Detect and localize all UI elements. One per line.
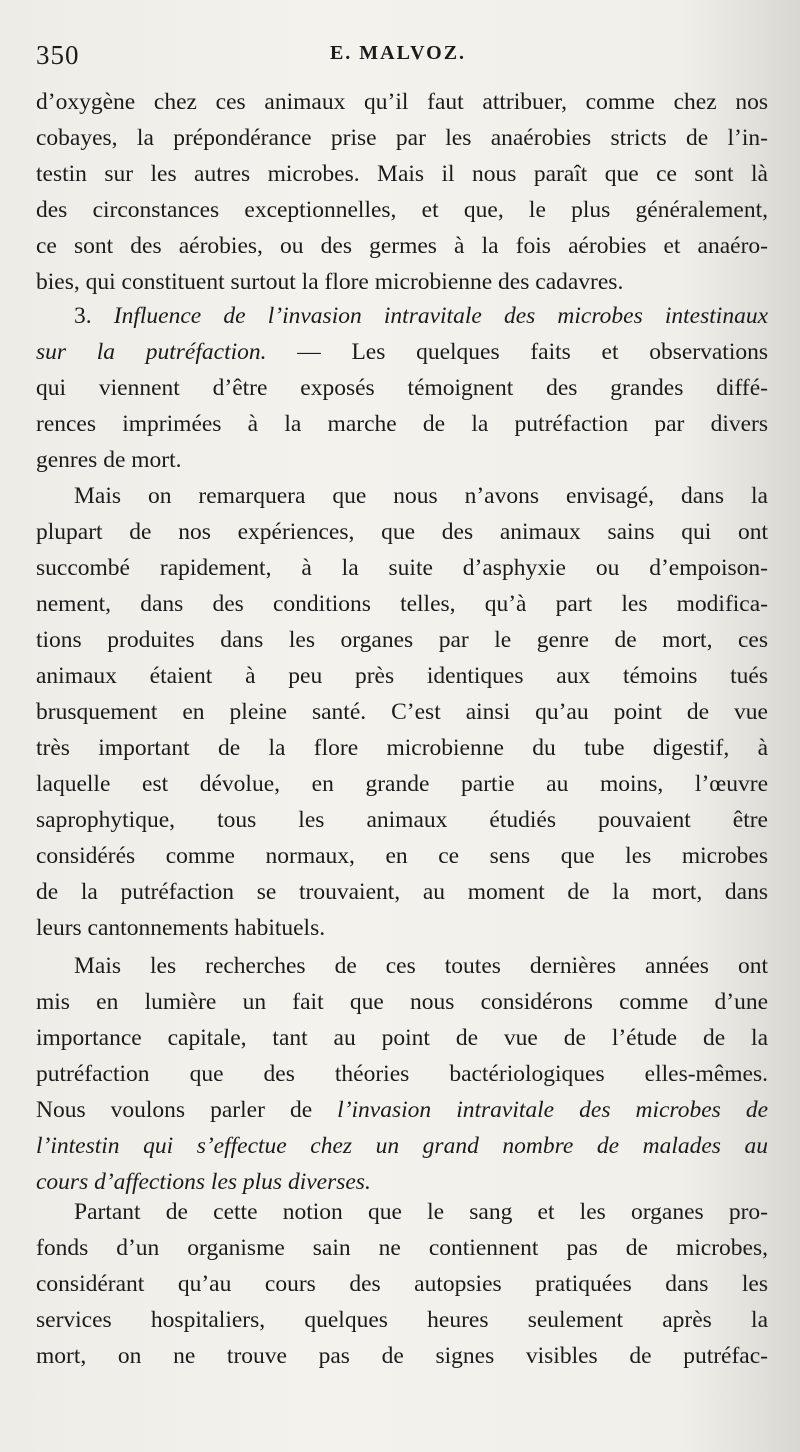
text-line: laquelle est dévolue, en grande partie au moins, l’œuvre [36,771,768,797]
text-line: putréfaction que des théories bactériologiques elles-mêmes. [36,1061,768,1087]
text-line: genres de mort. [36,447,182,473]
running-title: E. MALVOZ. [329,42,467,64]
text-line [36,1092,768,1128]
text-line: nement, dans des conditions telles, qu’à part les modifica- [36,591,768,617]
text-line: brusquement en pleine santé. C’est ainsi qu’au point de vue [36,699,768,725]
section-number: 3. [74,303,92,329]
text-line: mis en lumière un fait que nous considérons comme d’une [36,989,768,1015]
text-line: mort, on ne trouve pas de signes visibles de putréfac- [36,1343,768,1369]
text-line: Partant de cette notion que le sang et les organes pro- [74,1199,768,1225]
text-line: qui viennent d’être exposés témoignent des grandes diffé- [36,375,768,401]
text-line-emphasis: l’intestin qui s’effectue chez un grand nombre de malades au [36,1133,768,1159]
text-line: rences imprimées à la marche de la putréfaction par divers [36,411,768,437]
page-number: 350 [36,40,80,70]
section-3-paragraph [36,298,768,478]
text-line: considérés comme normaux, en ce sens que les microbes [36,843,768,869]
text-line: leurs cantonnements habituels. [36,915,326,941]
text-line: importance capitale, tant au point de vue de l’étude de la [36,1025,768,1051]
text-line: considérant qu’au cours des autopsies pratiquées dans les [36,1271,768,1297]
running-head [36,40,760,76]
text-roman: Nous voulons parler de [36,1097,338,1123]
paragraph-2 [36,478,768,946]
text-line: plupart de nos expériences, que des animaux sains qui ont [36,519,768,545]
section-heading-line [36,298,768,334]
text-line: d’oxygène chez ces animaux qu’il faut attribuer, comme chez nos [36,89,768,115]
text-line: Mais on remarquera que nous n’avons envisagé, dans la [74,483,768,509]
paragraph-continuation [36,84,768,300]
text-line: services hospitaliers, quelques heures seulement après la [36,1307,768,1333]
text-line: fonds d’un organisme sain ne contiennent pas de microbes, [36,1235,768,1261]
text-line: animaux étaient à peu près identiques aux témoins tués [36,663,768,689]
text-line: Mais les recherches de ces toutes dernières années ont [74,953,768,979]
text-line: succombé rapidement, à la suite d’asphyxie ou d’empoison- [36,555,768,581]
text-line: des circonstances exceptionnelles, et que, le plus généralement, [36,197,768,223]
section-title-continued: sur la putréfaction. [36,339,267,365]
section-text: — Les quelques faits et observations [297,339,768,365]
paragraph-3 [36,948,768,1200]
text-line: tions produites dans les organes par le genre de mort, ces [36,627,768,653]
section-heading-line [36,334,768,370]
paragraph-4 [36,1194,768,1374]
text-line: de la putréfaction se trouvaient, au moment de la mort, dans [36,879,768,905]
text-line: ce sont des aérobies, ou des germes à la fois aérobies et anaéro- [36,233,768,259]
text-line: testin sur les autres microbes. Mais il nous paraît que ce sont là [36,161,768,187]
section-title: Influence de l’invasion intravitale des microbes intestinaux [113,303,768,329]
text-line: très important de la flore microbienne du tube digestif, à [36,735,768,761]
text-line: saprophytique, tous les animaux étudiés pouvaient être [36,807,768,833]
text-line: bies, qui constituent surtout la flore microbienne des cadavres. [36,269,624,295]
text-line: cobayes, la prépondérance prise par les anaérobies stricts de l’in- [36,125,768,151]
text-emphasis: l’invasion intravitale des microbes de [337,1097,768,1123]
text-line-emphasis: cours d’affections les plus diverses. [36,1169,371,1195]
